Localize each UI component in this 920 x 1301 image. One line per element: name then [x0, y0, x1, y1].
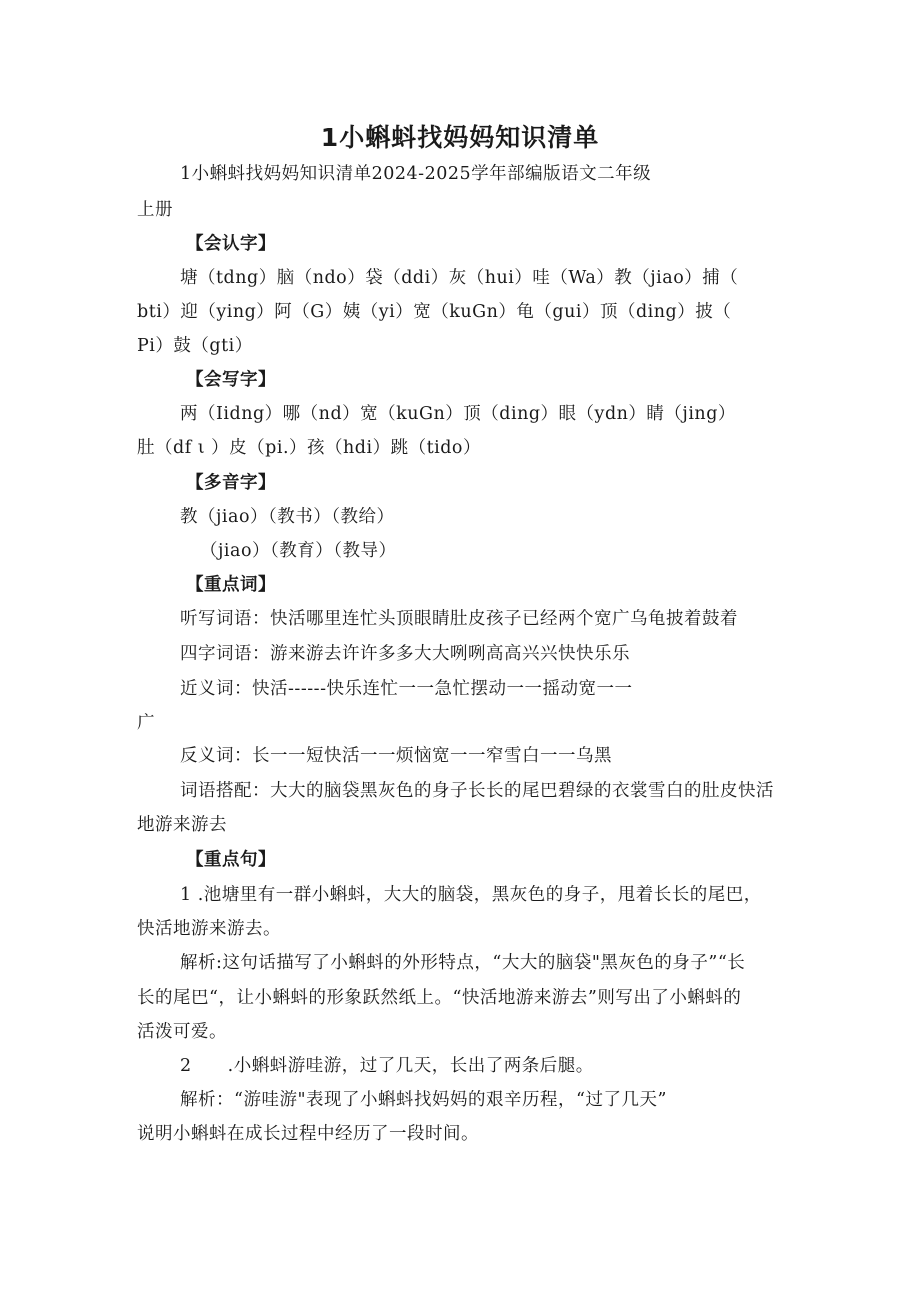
- subtitle-line-1: 1小蝌蚪找妈妈知识清单2024-2025学年部编版语文二年级: [180, 164, 652, 184]
- section-heading-polyphonic: 【多音字】: [186, 473, 276, 493]
- key-words-line: 广: [137, 713, 155, 733]
- polyphonic-line: 教（jiao）（教书）（教给）: [180, 507, 395, 527]
- key-sentences-line: 解析：“游哇游"表现了小蝌蚪找妈妈的艰辛历程，“过了几天”: [180, 1090, 667, 1110]
- section-heading-recognize: 【会认字】: [186, 234, 276, 254]
- key-sentences-line: 2 .小蝌蚪游哇游，过了几天，长出了两条后腿。: [180, 1056, 594, 1076]
- key-sentences-line: 1 .池塘里有一群小蝌蚪，大大的脑袋，黑灰色的身子，甩着长长的尾巴，: [180, 885, 762, 905]
- key-words-line: 四字词语：游来游去许许多多大大咧咧高高兴兴快快乐乐: [180, 644, 630, 664]
- page-title: 1小蝌蚪找妈妈知识清单: [320, 123, 600, 152]
- polyphonic-line: （jiao）（教育）（教导）: [200, 541, 397, 561]
- recognize-line: bti）迎（ying）阿（G）姨（yi）宽（kuGn）龟（gui）顶（ding）披（: [137, 302, 732, 322]
- write-line: 两（Iidng）哪（nd）宽（kuGn）顶（ding）眼（ydn）睛（jing）: [180, 404, 736, 424]
- key-words-line: 地游来游去: [137, 815, 227, 835]
- key-sentences-line: 解析:这句话描写了小蝌蚪的外形特点，“大大的脑袋"黑灰色的身子”“长: [180, 953, 746, 973]
- section-heading-key-words: 【重点词】: [186, 575, 276, 595]
- key-words-line: 听写词语：快活哪里连忙头顶眼睛肚皮孩子已经两个宽广乌龟披着鼓着: [180, 609, 738, 629]
- key-words-line: 反义词：长一一短快活一一烦恼宽一一窄雪白一一乌黑: [180, 746, 612, 766]
- recognize-line: 塘（tdng）脑（ndo）袋（ddi）灰（hui）哇（Wa）教（jiao）捕（: [180, 268, 739, 288]
- section-heading-write: 【会写字】: [186, 370, 276, 390]
- key-sentences-line: 快活地游来游去。: [137, 919, 281, 939]
- key-words-line: 词语搭配：大大的脑袋黑灰色的身子长长的尾巴碧绿的衣裳雪白的肚皮快活: [180, 781, 774, 801]
- key-sentences-line: 长的尾巴“，让小蝌蚪的形象跃然纸上。“快活地游来游去”则写出了小蝌蚪的: [137, 988, 742, 1008]
- key-sentences-line: 说明小蝌蚪在成长过程中经历了一段时间。: [137, 1124, 479, 1144]
- section-heading-key-sentences: 【重点句】: [186, 850, 276, 870]
- write-line: 肚（df ι ）皮（pi.）孩（hdi）跳（tido）: [137, 438, 481, 458]
- key-words-line: 近义词：快活------快乐连忙一一急忙摆动一一摇动宽一一: [180, 679, 633, 699]
- recognize-line: Pi）鼓（gti）: [137, 336, 253, 356]
- subtitle-line-2: 上册: [137, 200, 173, 220]
- key-sentences-line: 活泼可爱。: [137, 1022, 227, 1042]
